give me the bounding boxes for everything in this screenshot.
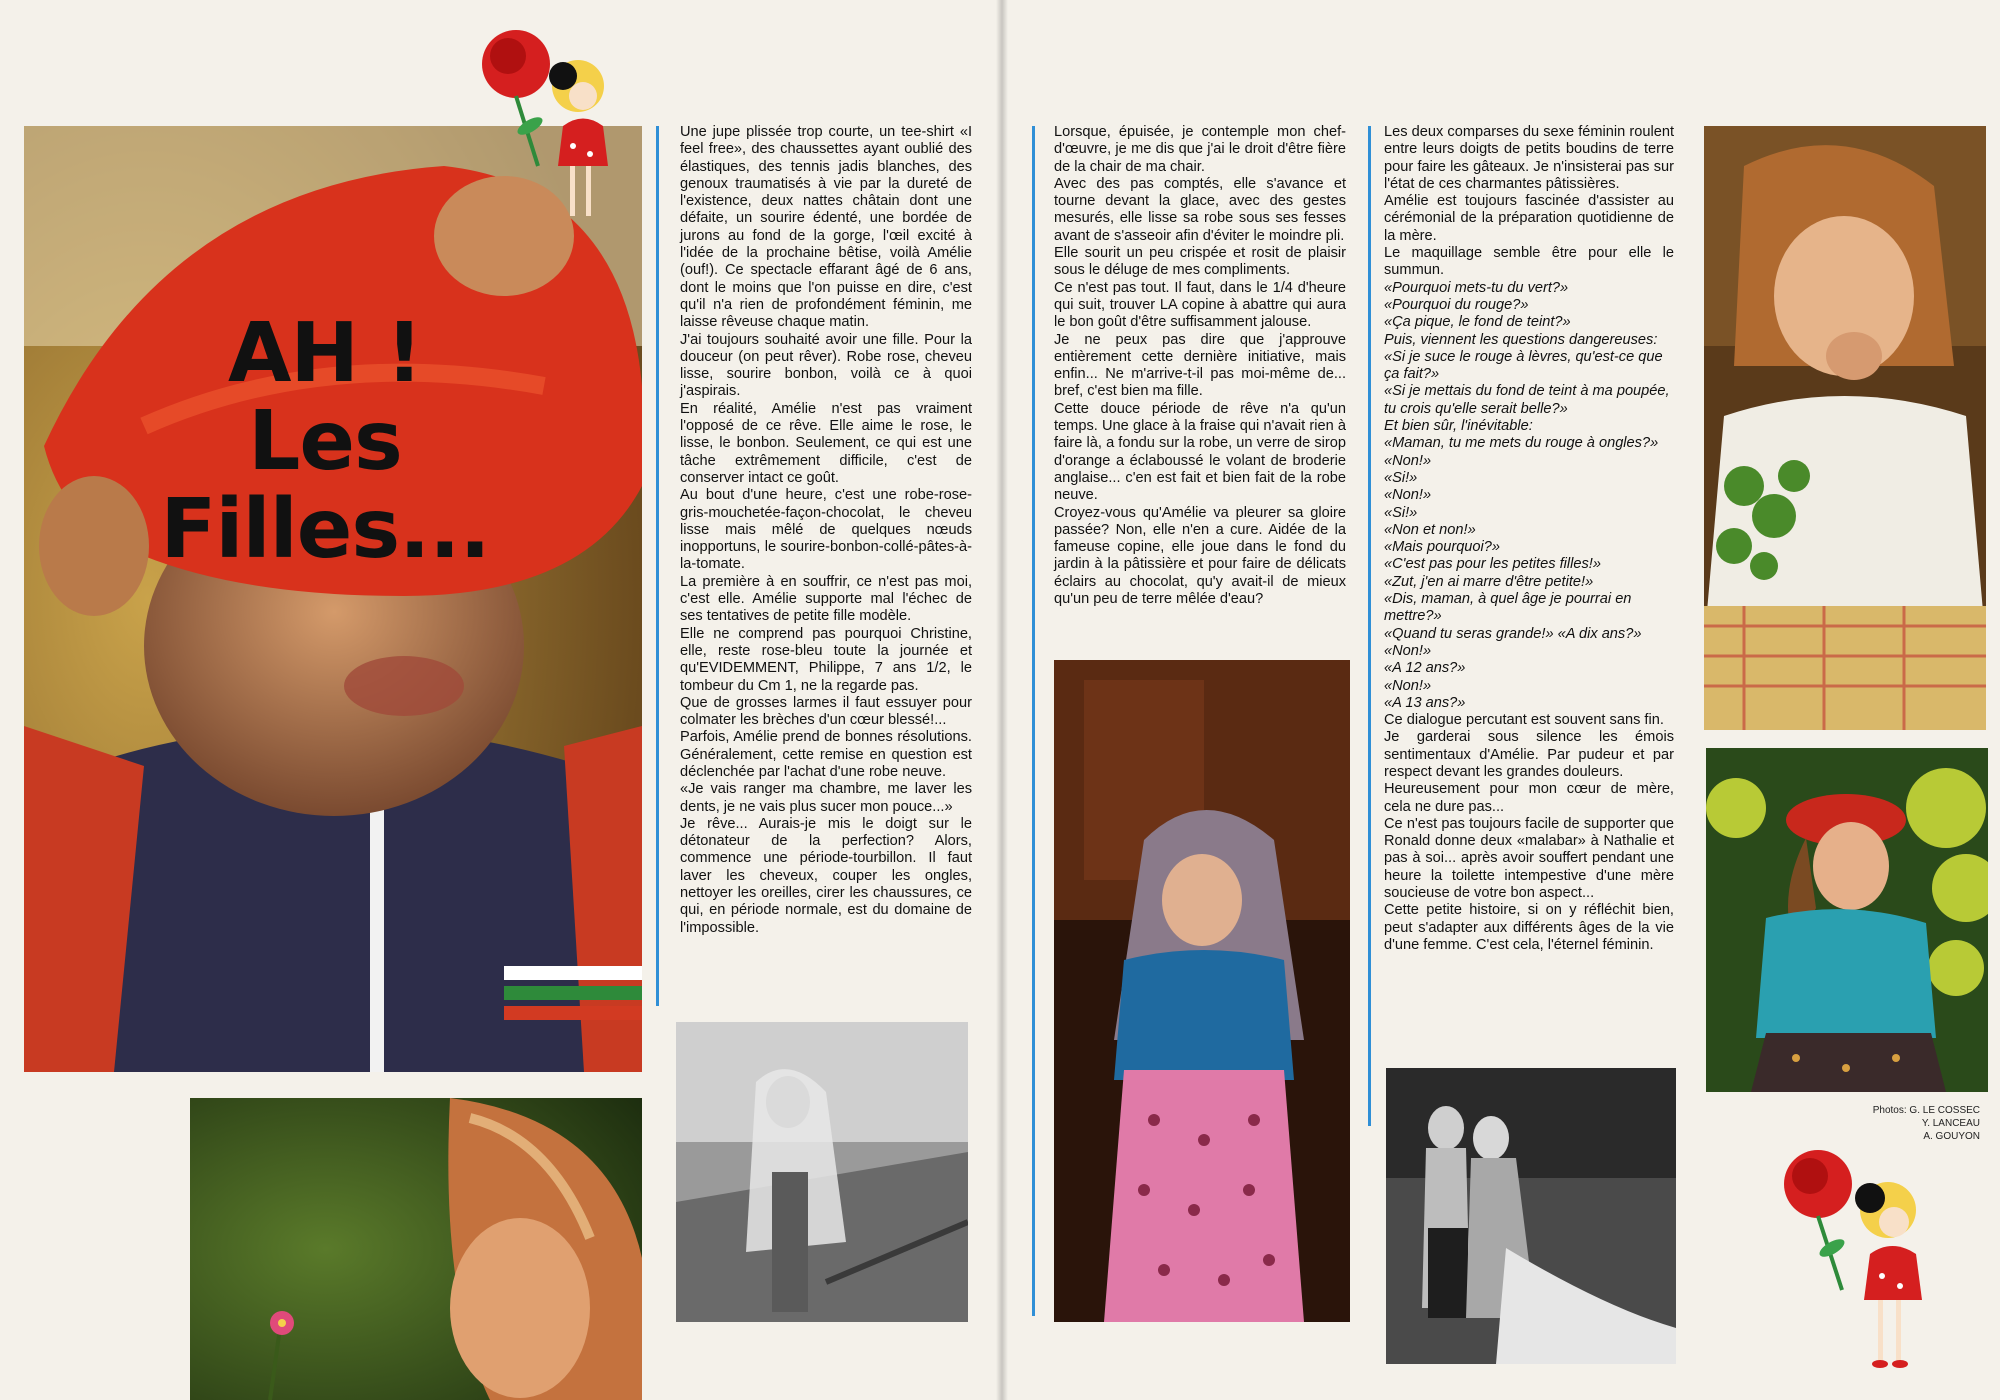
paragraph: Que de grosses larmes il faut essuyer pour colmater les brèches d'un cœur blessé!...: [680, 694, 972, 729]
paragraph: Une jupe plissée trop courte, un tee-shirt «I feel free», des chaussettes ayant oublié des élastiques, des tennis jadis blanches, des genoux traumatisés à vie par la dureté de l'existence, deux nattes châtain dont une défaite, un sourire édenté, une bordée de jurons au fond de la gorge, l'œil excité à l'idée de la prochaine bêtise, voilà Amélie (ouf!). Ce spectacle effarant âgé de 6 ans, dont le moins que l'on puisse en dire, c'est qu'il n'a rien de profondément féminin, me laisse rêveuse chaque matin.: [680, 124, 972, 331]
text-column-2: [1054, 124, 1346, 608]
dialogue-line: «Non!»: [1384, 452, 1432, 469]
paragraph: Amélie est toujours fascinée d'assister au cérémonial de la préparation quotidienne de la mère.: [1384, 193, 1674, 244]
paragraph: Lorsque, épuisée, je contemple mon chef-d'œuvre, je me dis que j'ai le droit d'être fière de la chair de ma chair.: [1054, 124, 1346, 175]
dialogue-line: «Pourquoi du rouge?»: [1384, 296, 1529, 313]
column-rule-1: [656, 126, 659, 1006]
credit-line: Y. LANCEAU: [1921, 1118, 1980, 1129]
paragraph: Le maquillage semble être pour elle le summun.: [1384, 245, 1674, 279]
photo-bw-girl-in-veil: [676, 1022, 968, 1322]
dialogue-line: «Si!»: [1384, 469, 1418, 486]
photo-girl-hand-at-mouth: [1704, 126, 1986, 730]
paragraph: Puis, viennent les questions dangereuses:: [1384, 331, 1658, 348]
photo-credits: [1840, 1104, 1980, 1143]
credit-line: Photos: G. LE COSSEC: [1872, 1105, 1980, 1116]
paragraph: Les deux comparses du sexe féminin roulent entre leurs doigts de petits boudins de terre pour faire les gâteaux. Je n'insisterai pas sur l'état de ces charmantes pâtissières.: [1384, 124, 1674, 192]
paragraph: La première à en souffrir, ce n'est pas moi, c'est elle. Amélie supporte mal l'échec de ses tentatives de petite fille modèle.: [680, 573, 972, 625]
paragraph: Ce n'est pas toujours facile de supporter que Ronald donne deux «malabar» à Nathalie et pas à soi... après avoir souffert pendant une heure la toilette intempestive d'une mère soucieuse de votre bon aspect...: [1384, 815, 1674, 902]
paragraph: J'ai toujours souhaité avoir une fille. Pour la douceur (on peut rêver). Robe rose, cheveu lisse, sourire bonbon, voilà ce à quoi j'aspirais.: [680, 331, 972, 400]
paragraph: Croyez-vous qu'Amélie va pleurer sa gloire passée? Non, elle n'en a cure. Aidée de la fameuse copine, elle joue dans le fond du jardin à la pâtissière et pour faire de délicats éclairs au chocolat, qu'y avait-il de mieux qu'un peu de terre mêlée d'eau?: [1054, 504, 1346, 608]
column-rule-2: [1032, 126, 1035, 1316]
credit-line: A. GOUYON: [1923, 1131, 1980, 1142]
photo-girl-red-beret: [1706, 748, 1988, 1092]
dialogue-line: «C'est pas pour les petites filles!»: [1384, 556, 1601, 573]
paragraph: Cette petite histoire, si on y réfléchit bien, peut s'adapter aux différents âges de la vie d'une femme. C'est cela, l'éternel féminin.: [1384, 902, 1674, 953]
paragraph: Cette douce période de rêve n'a qu'un temps. Une glace à la fraise qui n'avait rien à faire là, a fondu sur la robe, un verre de sirop d'orange a éclaboussé le volant de broderie anglaise... c'en est fait et bien fait de la robe neuve.: [1054, 400, 1346, 504]
dialogue-line: «Si!»: [1384, 504, 1418, 521]
paragraph: Elle sourit un peu crispée et rosit de plaisir sous le déluge de mes compliments.: [1054, 245, 1346, 279]
dialogue-line: «A 12 ans?»: [1384, 660, 1466, 677]
page-gutter: [996, 0, 1008, 1400]
dialogue-line: «Quand tu seras grande!» «A dix ans?»: [1384, 625, 1642, 642]
text-column-1: [680, 124, 972, 937]
dialogue-line: «Zut, j'en ai marre d'être petite!»: [1384, 573, 1594, 590]
photo-girl-with-headscarf: [1054, 660, 1350, 1322]
rose-girl-illustration-top: [468, 16, 638, 246]
dialogue-line: «Non et non!»: [1384, 521, 1476, 538]
paragraph: Heureusement pour mon cœur de mère, cela ne dure pas...: [1384, 781, 1674, 815]
dialogue-line: «Non!»: [1384, 677, 1432, 694]
rose-girl-illustration-bottom: [1770, 1140, 1970, 1390]
dialogue-line: «Ça pique, le fond de teint?»: [1384, 314, 1571, 331]
dialogue-line: «A 13 ans?»: [1384, 694, 1466, 711]
dialogue-line: «Pourquoi mets-tu du vert?»: [1384, 279, 1569, 296]
dialogue-line: «Maman, tu me mets du rouge à ongles?»: [1384, 435, 1659, 452]
dialogue-line: Et bien sûr, l'inévitable:: [1384, 418, 1533, 435]
dialogue-line: «Non!»: [1384, 487, 1432, 504]
paragraph: Elle ne comprend pas pourquoi Christine, elle, reste rose-bleu toute la journée et qu'EVIDEMMENT, Philippe, 7 ans 1/2, le tombeur du Cm 1, ne la regarde pas.: [680, 625, 972, 694]
dialogue-line: «Dis, maman, à quel âge je pourrai en mettre?»: [1384, 591, 1632, 625]
main-photo-red-cap: [24, 126, 642, 1072]
headline-line1: AH !: [227, 306, 423, 401]
photo-bw-two-children: [1386, 1068, 1676, 1364]
paragraph: «Je vais ranger ma chambre, me laver les dents, je ne vais plus sucer mon pouce...»: [680, 781, 972, 815]
headline-line2: Les Filles...: [160, 394, 490, 577]
paragraph: Ce n'est pas tout. Il faut, dans le 1/4 d'heure qui suit, trouver LA copine à abattre qui aura le bon goût d'être suffisamment jalouse.: [1054, 279, 1346, 331]
dialogue-line: «Si je mettais du fond de teint à ma poupée, tu crois qu'elle serait belle?»: [1384, 383, 1670, 417]
paragraph: Au bout d'une heure, c'est une robe-rose-gris-mouchetée-façon-chocolat, le cheveu lisse mais mêlé de quelques nœuds inopportuns, le sourire-bonbon-collé-pâtes-à-la-tomate.: [680, 487, 972, 573]
paragraph: En réalité, Amélie n'est pas vraiment l'opposé de ce rêve. Elle aime le rose, le lisse, le bonbon. Seulement, ce qui est une tâche extrêmement difficile, c'est de conserver intact ce goût.: [680, 400, 972, 486]
dialogue-line: «Mais pourquoi?»: [1384, 539, 1501, 556]
paragraph: Ce dialogue percutant est souvent sans fin.: [1384, 712, 1664, 729]
paragraph: Parfois, Amélie prend de bonnes résolutions. Généralement, cette remise en question est déclenchée par l'achat d'une robe neuve.: [680, 729, 972, 780]
headline: [90, 306, 560, 577]
dialogue-line: «Si je suce le rouge à lèvres, qu'est-ce que ça fait?»: [1384, 348, 1663, 383]
photo-girl-with-flower: [190, 1098, 642, 1400]
paragraph: Je rêve... Aurais-je mis le doigt sur le détonateur de la perfection? Alors, commence une période-tourbillon. Il faut laver les cheveux, couper les ongles, nettoyer les oreilles, cirer les chaussures, ce qui, en période normale, est du domaine de l'impossible.: [680, 815, 972, 936]
text-column-3: [1384, 124, 1674, 954]
paragraph: Avec des pas comptés, elle s'avance et tourne devant la glace, avec des gestes mesurés, elle lisse sa robe sous ses fesses avant de s'asseoir afin d'éviter le moindre pli.: [1054, 175, 1346, 244]
paragraph: Je garderai sous silence les émois sentimentaux d'Amélie. Par pudeur et par respect devant les grandes douleurs.: [1384, 729, 1674, 780]
paragraph: Je ne peux pas dire que j'approuve entièrement cette dernière initiative, mais enfin... Ne m'arrive-t-il pas moi-même de... bref, c'est bien ma fille.: [1054, 331, 1346, 400]
dialogue-line: «Non!»: [1384, 642, 1432, 659]
column-rule-3: [1368, 126, 1371, 1126]
